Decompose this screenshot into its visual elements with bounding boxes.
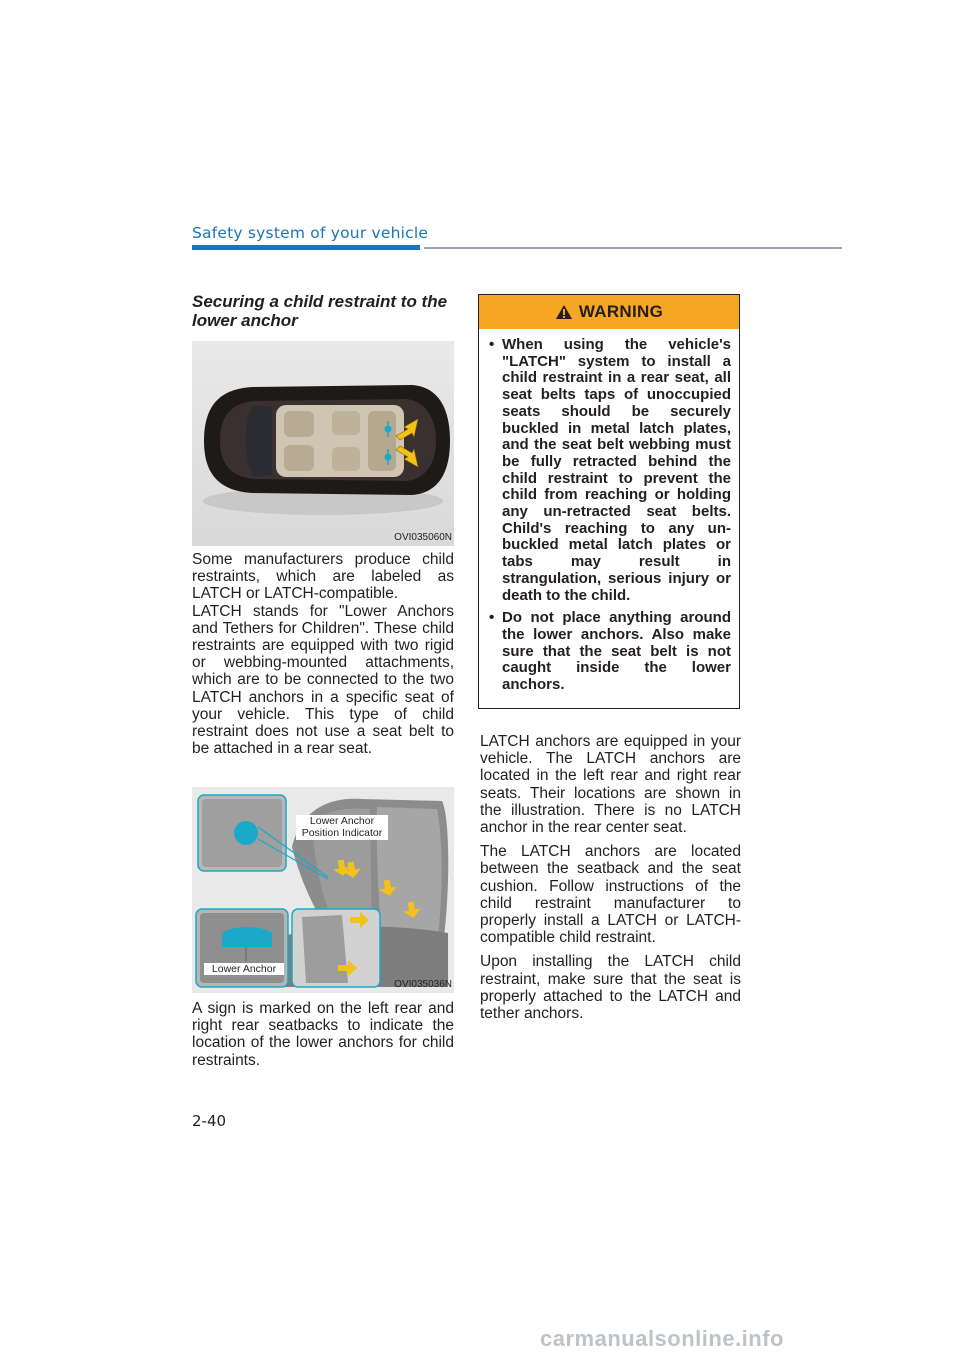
paragraph: Some manufacturers produce child restraints, which are labeled as LATCH or LATCH-compatible. bbox=[192, 551, 454, 603]
watermark: carmanualsonline.info bbox=[540, 1326, 784, 1351]
warning-list bbox=[489, 337, 731, 700]
paragraph: LATCH anchors are equipped in your vehicle. The LATCH anchors are located in the left rear and right rear seats. Their locations are shown in the illustration. There is no LATCH anchor in the rear center seat. bbox=[480, 733, 741, 837]
right-body-text bbox=[480, 733, 741, 1029]
label-lower-anchor: Lower Anchor bbox=[204, 963, 284, 975]
indicator-dot bbox=[234, 821, 258, 845]
left-body-text bbox=[192, 551, 454, 764]
warning-box bbox=[478, 294, 740, 709]
warning-header bbox=[479, 295, 739, 329]
warning-item-text: Do not place anything around the lower anchors. Also make sure that the seat belt is not caught inside the lower anchors. bbox=[502, 609, 731, 694]
figure-code: OVI035036N bbox=[394, 979, 452, 990]
section-subtitle: Securing a child restraint to the lower anchor bbox=[192, 292, 448, 330]
section-header: Safety system of your vehicle bbox=[192, 224, 429, 242]
car-top-view-svg bbox=[192, 341, 454, 546]
warning-item bbox=[489, 337, 731, 604]
paragraph: A sign is marked on the left rear and right rear seatbacks to indicate the location of the lower anchors for child restraints. bbox=[192, 1000, 454, 1069]
header-accent-bar bbox=[192, 245, 420, 250]
left-body-text-bottom bbox=[192, 1000, 454, 1076]
warning-item-text: When using the vehicle's "LATCH" system to install a child restraint in a rear seat, all seat belts taps of unoccupied seats should be securely buckled in metal latch plates, and the seat belt webbing must be fully retracted behind the child restraint to prevent the child from reaching or holding any un-retracted seat belts. Child's reaching to any un-buckled metal latch plates or tabs may result in strangulation, serious injury or death to the child. bbox=[502, 336, 731, 604]
page-number: 2-40 bbox=[192, 1112, 227, 1130]
lower-anchor-shape bbox=[222, 927, 272, 947]
rear-seat-illustration bbox=[192, 787, 454, 993]
paragraph: LATCH stands for "Lower Anchors and Tethers for Children". These child restraints are equipped with two rigid or webbing-mounted attachments, which are to be connected to the two LATCH anchors in a specific seat of your vehicle. This type of child restraint does not use a seat belt to be attached in a rear seat. bbox=[192, 602, 454, 758]
paragraph: Upon installing the LATCH child restraint, make sure that the seat is properly attached to the LATCH and tether anchors. bbox=[480, 953, 741, 1023]
car-top-view-illustration bbox=[192, 341, 454, 546]
header-rule bbox=[424, 247, 842, 249]
warning-item bbox=[489, 610, 731, 694]
label-position-indicator: Lower Anchor Position Indicator bbox=[296, 815, 388, 840]
paragraph: The LATCH anchors are located between the seatback and the seat cushion. Follow instructions of the child restraint manufacturer to properly install a LATCH or LATCH-compatible child restraint. bbox=[480, 843, 741, 947]
figure-code: OVI035060N bbox=[394, 532, 452, 543]
bullet-icon: • bbox=[489, 336, 495, 353]
bullet-icon: • bbox=[489, 609, 495, 627]
warning-title: WARNING bbox=[578, 302, 664, 321]
warning-triangle-icon bbox=[555, 304, 573, 320]
